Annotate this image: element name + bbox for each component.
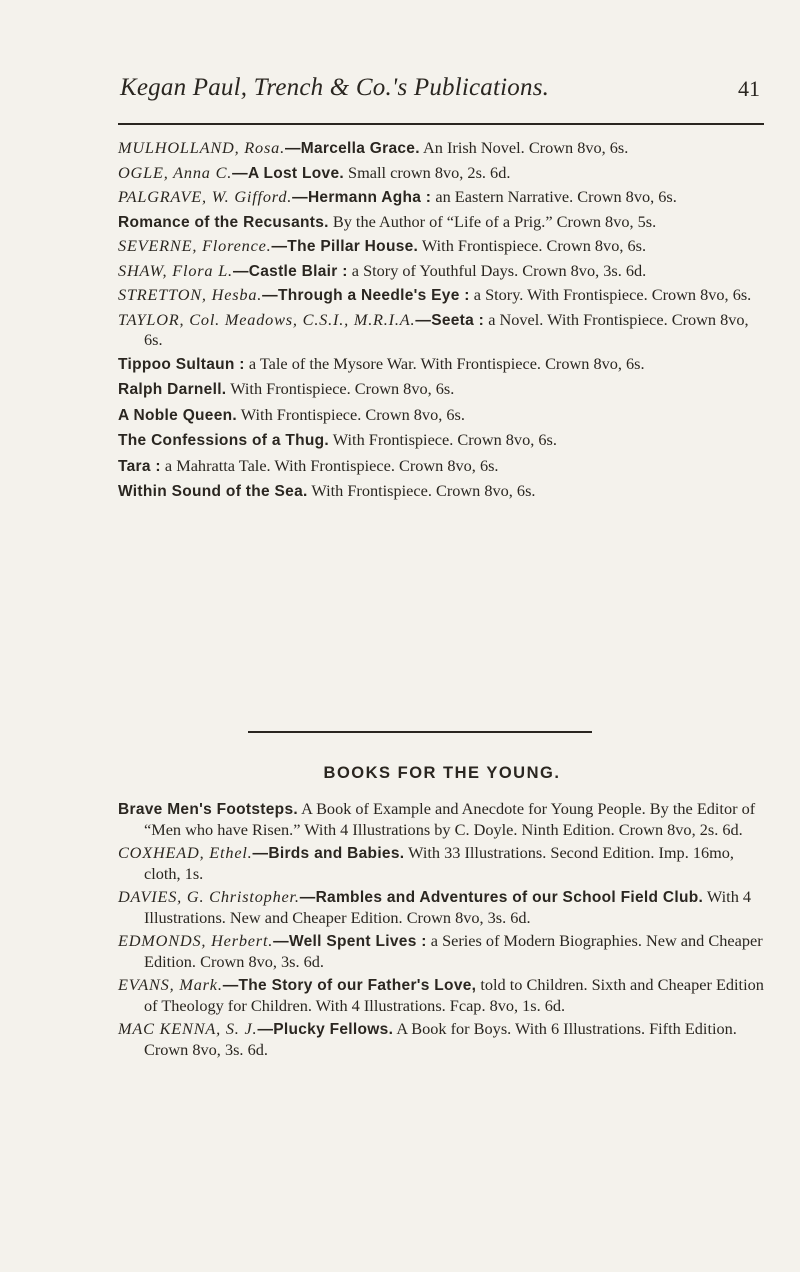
entry-title: —The Story of our Father's Love, xyxy=(222,977,477,994)
list-item xyxy=(118,405,766,426)
entry-title: A Noble Queen. xyxy=(118,406,238,424)
entry-author: OGLE, Anna C. xyxy=(118,162,233,182)
entry-details: With Frontispiece. Crown 8vo, 6s. xyxy=(237,404,465,424)
entry-author: MAC KENNA, S. J. xyxy=(118,1019,258,1038)
entry-details: An Irish Novel. Crown 8vo, 6s. xyxy=(419,138,629,157)
entry-title: Romance of the Recusants. xyxy=(118,213,329,231)
entry-details: With Frontispiece. Crown 8vo, 6s. xyxy=(329,430,557,449)
entry-details: a Series of Modern Biographies. New and Cheaper Edition. Crown 8vo, 3s. 6d. xyxy=(144,931,763,971)
entry-details: an Eastern Narrative. Crown 8vo, 6s. xyxy=(431,187,677,206)
entry-details: a Novel. With Frontispiece. Crown 8vo, 6s. xyxy=(144,309,749,349)
entry-details: a Story of Youthful Days. Crown 8vo, 3s. 6d. xyxy=(347,260,647,280)
entry-author: MULHOLLAND, Rosa. xyxy=(118,138,285,157)
entry-author: DAVIES, G. Christopher. xyxy=(118,887,300,906)
entry-details: Small crown 8vo, 2s. 6d. xyxy=(343,162,511,182)
running-header xyxy=(120,70,760,106)
section-divider xyxy=(248,731,592,733)
entry-title: —Castle Blair : xyxy=(232,262,348,280)
list-item xyxy=(118,430,766,451)
list-item xyxy=(118,212,766,233)
entry-title: The Confessions of a Thug. xyxy=(118,432,330,449)
entry-details: a Tale of the Mysore War. With Frontispiece. Crown 8vo, 6s. xyxy=(244,353,645,373)
entry-author: EDMONDS, Herbert. xyxy=(118,931,274,950)
entry-details: told to Children. Sixth and Cheaper Edition of Theology for Children. With 4 Illustrations. Fcap. 8vo, 1s. 6d. xyxy=(144,975,764,1015)
list-item xyxy=(118,261,766,282)
entry-title: —Birds and Babies. xyxy=(252,845,405,862)
list-item xyxy=(118,975,766,1015)
list-item xyxy=(118,285,766,306)
page-number: 41 xyxy=(738,76,760,101)
novels-list xyxy=(118,138,766,507)
entry-author: PALGRAVE, W. Gifford. xyxy=(118,187,293,206)
entry-details: a Story. With Frontispiece. Crown 8vo, 6s. xyxy=(469,285,752,304)
entry-title: Tara : xyxy=(118,457,161,475)
list-item xyxy=(118,310,766,350)
entry-title: —Hermann Agha : xyxy=(292,189,432,206)
entry-title: —Through a Needle's Eye : xyxy=(262,287,470,304)
entry-title: —Well Spent Lives : xyxy=(273,933,427,950)
list-item xyxy=(118,379,766,400)
list-item xyxy=(118,236,766,257)
young-readers-list xyxy=(118,799,766,1063)
entry-details: With 4 Illustrations. New and Cheaper Edition. Crown 8vo, 3s. 6d. xyxy=(144,887,752,927)
list-item xyxy=(118,456,766,477)
entry-author: EVANS, Mark. xyxy=(118,975,223,994)
list-item xyxy=(118,354,766,375)
entry-author: SHAW, Flora L. xyxy=(118,260,233,280)
entry-title: Ralph Darnell. xyxy=(118,381,227,398)
entry-title: —Rambles and Adventures of our School Field Club. xyxy=(299,889,704,906)
entry-details: By the Author of “Life of a Prig.” Crown 8vo, 5s. xyxy=(328,211,657,231)
entry-title: Brave Men's Footsteps. xyxy=(118,801,298,818)
entry-details: With Frontispiece. Crown 8vo, 6s. xyxy=(418,236,647,255)
section-heading: BOOKS FOR THE YOUNG. xyxy=(323,764,561,782)
entry-details: With Frontispiece. Crown 8vo, 6s. xyxy=(307,481,536,500)
entry-title: Tippoo Sultaun : xyxy=(118,355,245,373)
list-item xyxy=(118,481,766,502)
entry-details: A Book of Example and Anecdote for Young People. By the Editor of “Men who have Risen.” With 4 Illustrations by C. Doyle. Ninth Edition. Crown 8vo, 2s. 6d. xyxy=(144,799,756,839)
entry-author: SEVERNE, Florence. xyxy=(118,236,272,255)
list-item xyxy=(118,931,766,971)
entry-title: —The Pillar House. xyxy=(271,238,419,255)
header-rule xyxy=(118,123,764,125)
entry-title: —A Lost Love. xyxy=(232,164,344,182)
list-item xyxy=(118,799,766,839)
entry-title: Within Sound of the Sea. xyxy=(118,483,308,500)
list-item xyxy=(118,887,766,927)
entry-author: TAYLOR, Col. Meadows, C.S.I., M.R.I.A. xyxy=(118,309,416,329)
entry-details: a Mahratta Tale. With Frontispiece. Crown 8vo, 6s. xyxy=(160,455,499,475)
list-item xyxy=(118,163,766,184)
list-item xyxy=(118,843,766,883)
entry-title: —Seeta : xyxy=(415,311,485,329)
entry-author: STRETTON, Hesba. xyxy=(118,285,263,304)
entry-details: With Frontispiece. Crown 8vo, 6s. xyxy=(226,379,455,398)
entry-details: With 33 Illustrations. Second Edition. Imp. 16mo, cloth, 1s. xyxy=(144,843,734,883)
entry-title: —Marcella Grace. xyxy=(284,140,420,157)
list-item xyxy=(118,187,766,208)
entry-author: COXHEAD, Ethel. xyxy=(118,843,253,862)
entry-details: A Book for Boys. With 6 Illustrations. Fifth Edition. Crown 8vo, 3s. 6d. xyxy=(144,1019,737,1059)
running-title: Kegan Paul, Trench & Co.'s Publications. xyxy=(120,74,550,101)
list-item xyxy=(118,138,766,159)
entry-title: —Plucky Fellows. xyxy=(257,1021,394,1038)
list-item xyxy=(118,1019,766,1059)
